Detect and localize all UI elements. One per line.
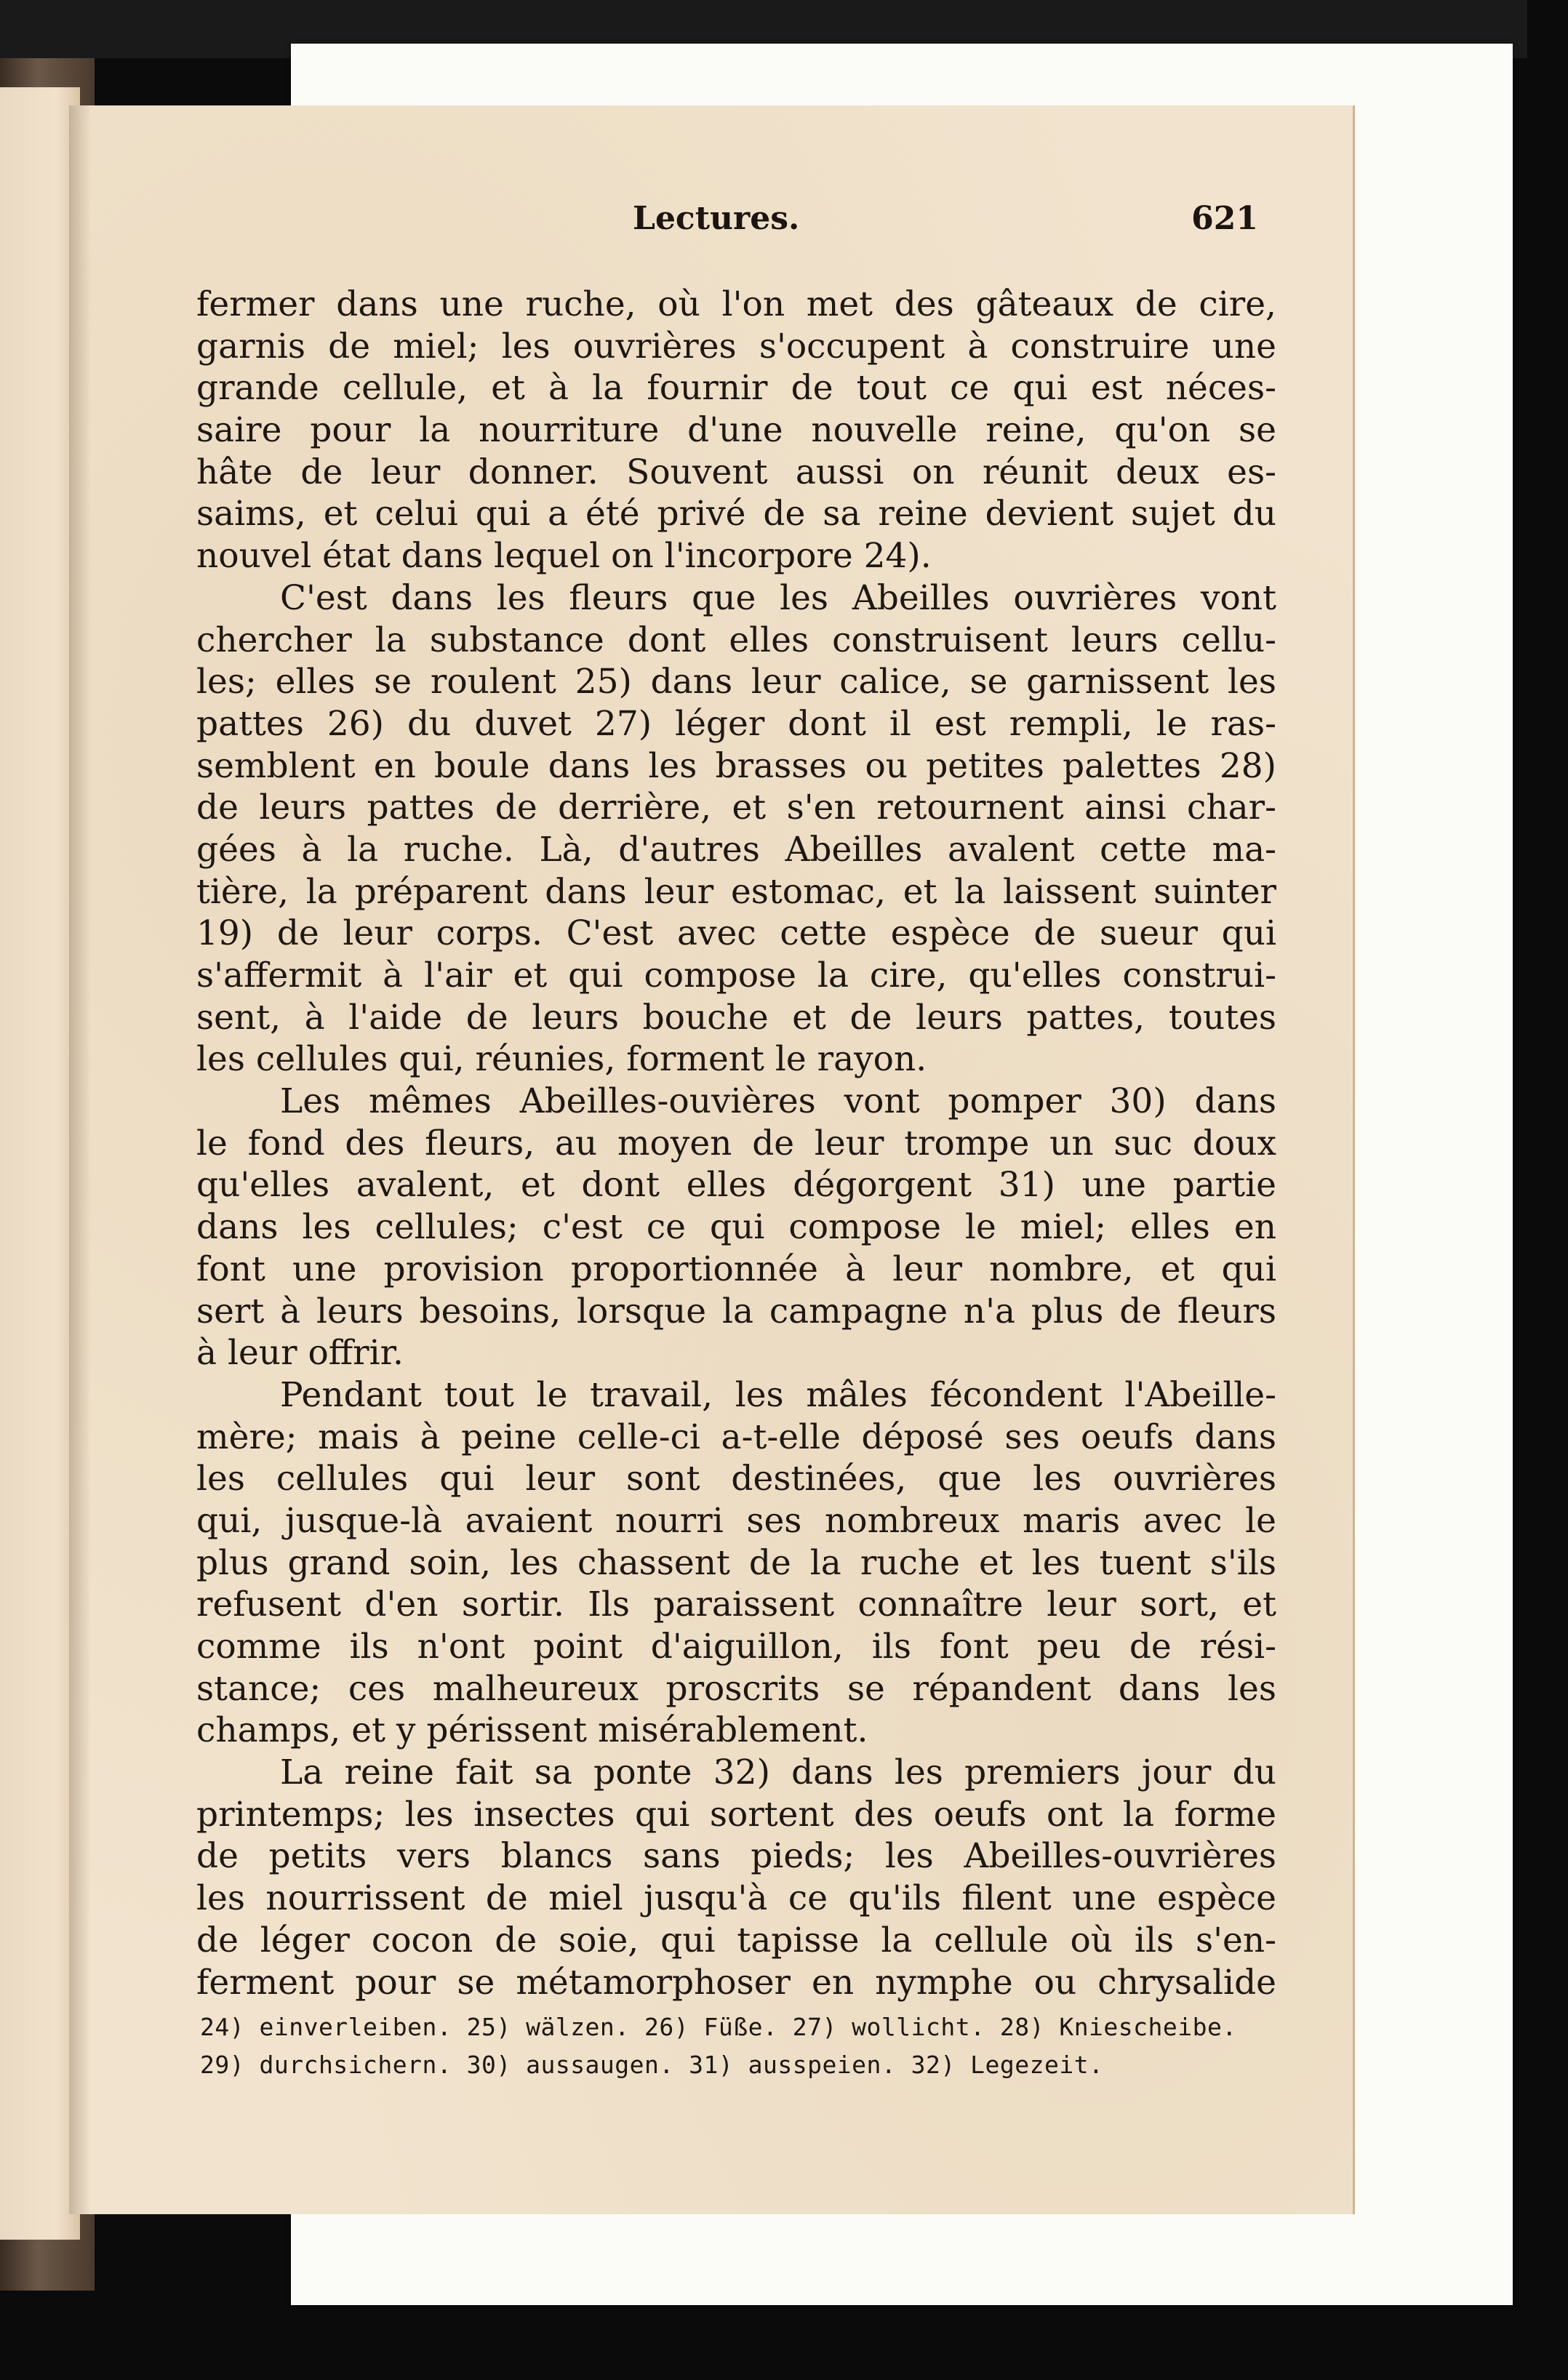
text-line: ferment pour se métamorphoser en nymphe ou chrysalide — [196, 1962, 1276, 2003]
text-line: les nourrissent de miel jusqu'à ce qu'ils filent une espèce — [196, 1878, 1276, 1919]
text-line: font une provision proportionnée à leur nombre, et qui — [196, 1249, 1276, 1289]
text-line: saire pour la nourriture d'une nouvelle reine, qu'on se — [196, 410, 1276, 451]
text-line: les cellules qui leur sont destinées, que les ouvrières — [196, 1459, 1276, 1499]
text-line: La reine fait sa ponte 32) dans les premiers jour du — [280, 1752, 1276, 1793]
page-number: 621 — [1191, 200, 1258, 237]
running-title: Lectures. — [633, 200, 800, 237]
text-line: les cellules qui, réunies, forment le rayon. — [196, 1039, 927, 1080]
text-line: à leur offrir. — [196, 1333, 404, 1374]
text-line: sert à leurs besoins, lorsque la campagne n'a plus de fleurs — [196, 1291, 1276, 1331]
text-line: stance; ces malheureux proscrits se répandent dans les — [196, 1668, 1276, 1709]
text-line: Les mêmes Abeilles-ouvières vont pomper 30) dans — [280, 1081, 1276, 1122]
text-line: grande cellule, et à la fournir de tout ce qui est néces- — [196, 368, 1276, 409]
text-line: s'affermit à l'air et qui compose la cire, qu'elles construi- — [196, 955, 1276, 995]
text-line: de leurs pattes de derrière, et s'en retournent ainsi char- — [196, 788, 1276, 828]
text-line: pattes 26) du duvet 27) léger dont il est rempli, le ras- — [196, 703, 1276, 744]
text-line: champs, et y périssent misérablement. — [196, 1710, 868, 1751]
page-gutter-shadow — [69, 105, 91, 2214]
text-line: 19) de leur corps. C'est avec cette espèce de sueur qui — [196, 913, 1276, 954]
running-head — [633, 200, 1258, 251]
text-line: comme ils n'ont point d'aiguillon, ils font peu de rési- — [196, 1627, 1276, 1667]
text-line: de petits vers blancs sans pieds; les Abeilles-ouvrières — [196, 1836, 1276, 1877]
text-line: dans les cellules; c'est ce qui compose le miel; elles en — [196, 1207, 1276, 1248]
text-line: nouvel état dans lequel on l'incorpore 24). — [196, 536, 932, 577]
text-line: tière, la préparent dans leur estomac, et la laissent suinter — [196, 871, 1276, 912]
text-line: qu'elles avalent, et dont elles dégorgent 31) une partie — [196, 1165, 1276, 1206]
text-line: saims, et celui qui a été privé de sa reine devient sujet du — [196, 494, 1276, 534]
text-line: printemps; les insectes qui sortent des oeufs ont la forme — [196, 1794, 1276, 1835]
text-line: plus grand soin, les chassent de la ruche et les tuent s'ils — [196, 1542, 1276, 1583]
footnotes — [200, 2008, 1276, 2084]
text-line: de léger cocon de soie, qui tapisse la cellule où ils s'en- — [196, 1920, 1276, 1960]
footnote-line: 29) durchsichern. 30) aussaugen. 31) ausspeien. 32) Legezeit. — [200, 2051, 1104, 2079]
facing-page-edge — [0, 87, 80, 2240]
body-text — [196, 284, 1276, 2003]
text-line: Pendant tout le travail, les mâles fécondent l'Abeille- — [280, 1374, 1276, 1415]
footnote-line: 24) einverleiben. 25) wälzen. 26) Füße. 27) wollicht. 28) Kniescheibe. — [200, 2013, 1237, 2041]
text-line: hâte de leur donner. Souvent aussi on réunit deux es- — [196, 452, 1276, 492]
text-line: semblent en boule dans les brasses ou petites palettes 28) — [196, 745, 1276, 786]
text-line: sent, à l'aide de leurs bouche et de leurs pattes, toutes — [196, 997, 1276, 1038]
text-line: gées à la ruche. Là, d'autres Abeilles avalent cette ma- — [196, 829, 1276, 870]
text-line: chercher la substance dont elles construisent leurs cellu- — [196, 620, 1276, 660]
text-line: C'est dans les fleurs que les Abeilles ouvrières vont — [280, 577, 1276, 618]
text-line: fermer dans une ruche, où l'on met des gâteaux de cire, — [196, 284, 1276, 324]
text-line: refusent d'en sortir. Ils paraissent connaître leur sort, et — [196, 1584, 1276, 1625]
text-line: les; elles se roulent 25) dans leur calice, se garnissent les — [196, 662, 1276, 702]
text-line: mère; mais à peine celle-ci a-t-elle déposé ses oeufs dans — [196, 1417, 1276, 1457]
text-line: le fond des fleurs, au moyen de leur trompe un suc doux — [196, 1123, 1276, 1163]
text-line: qui, jusque-là avaient nourri ses nombreux maris avec le — [196, 1500, 1276, 1541]
text-line: garnis de miel; les ouvrières s'occupent à construire une — [196, 326, 1276, 366]
